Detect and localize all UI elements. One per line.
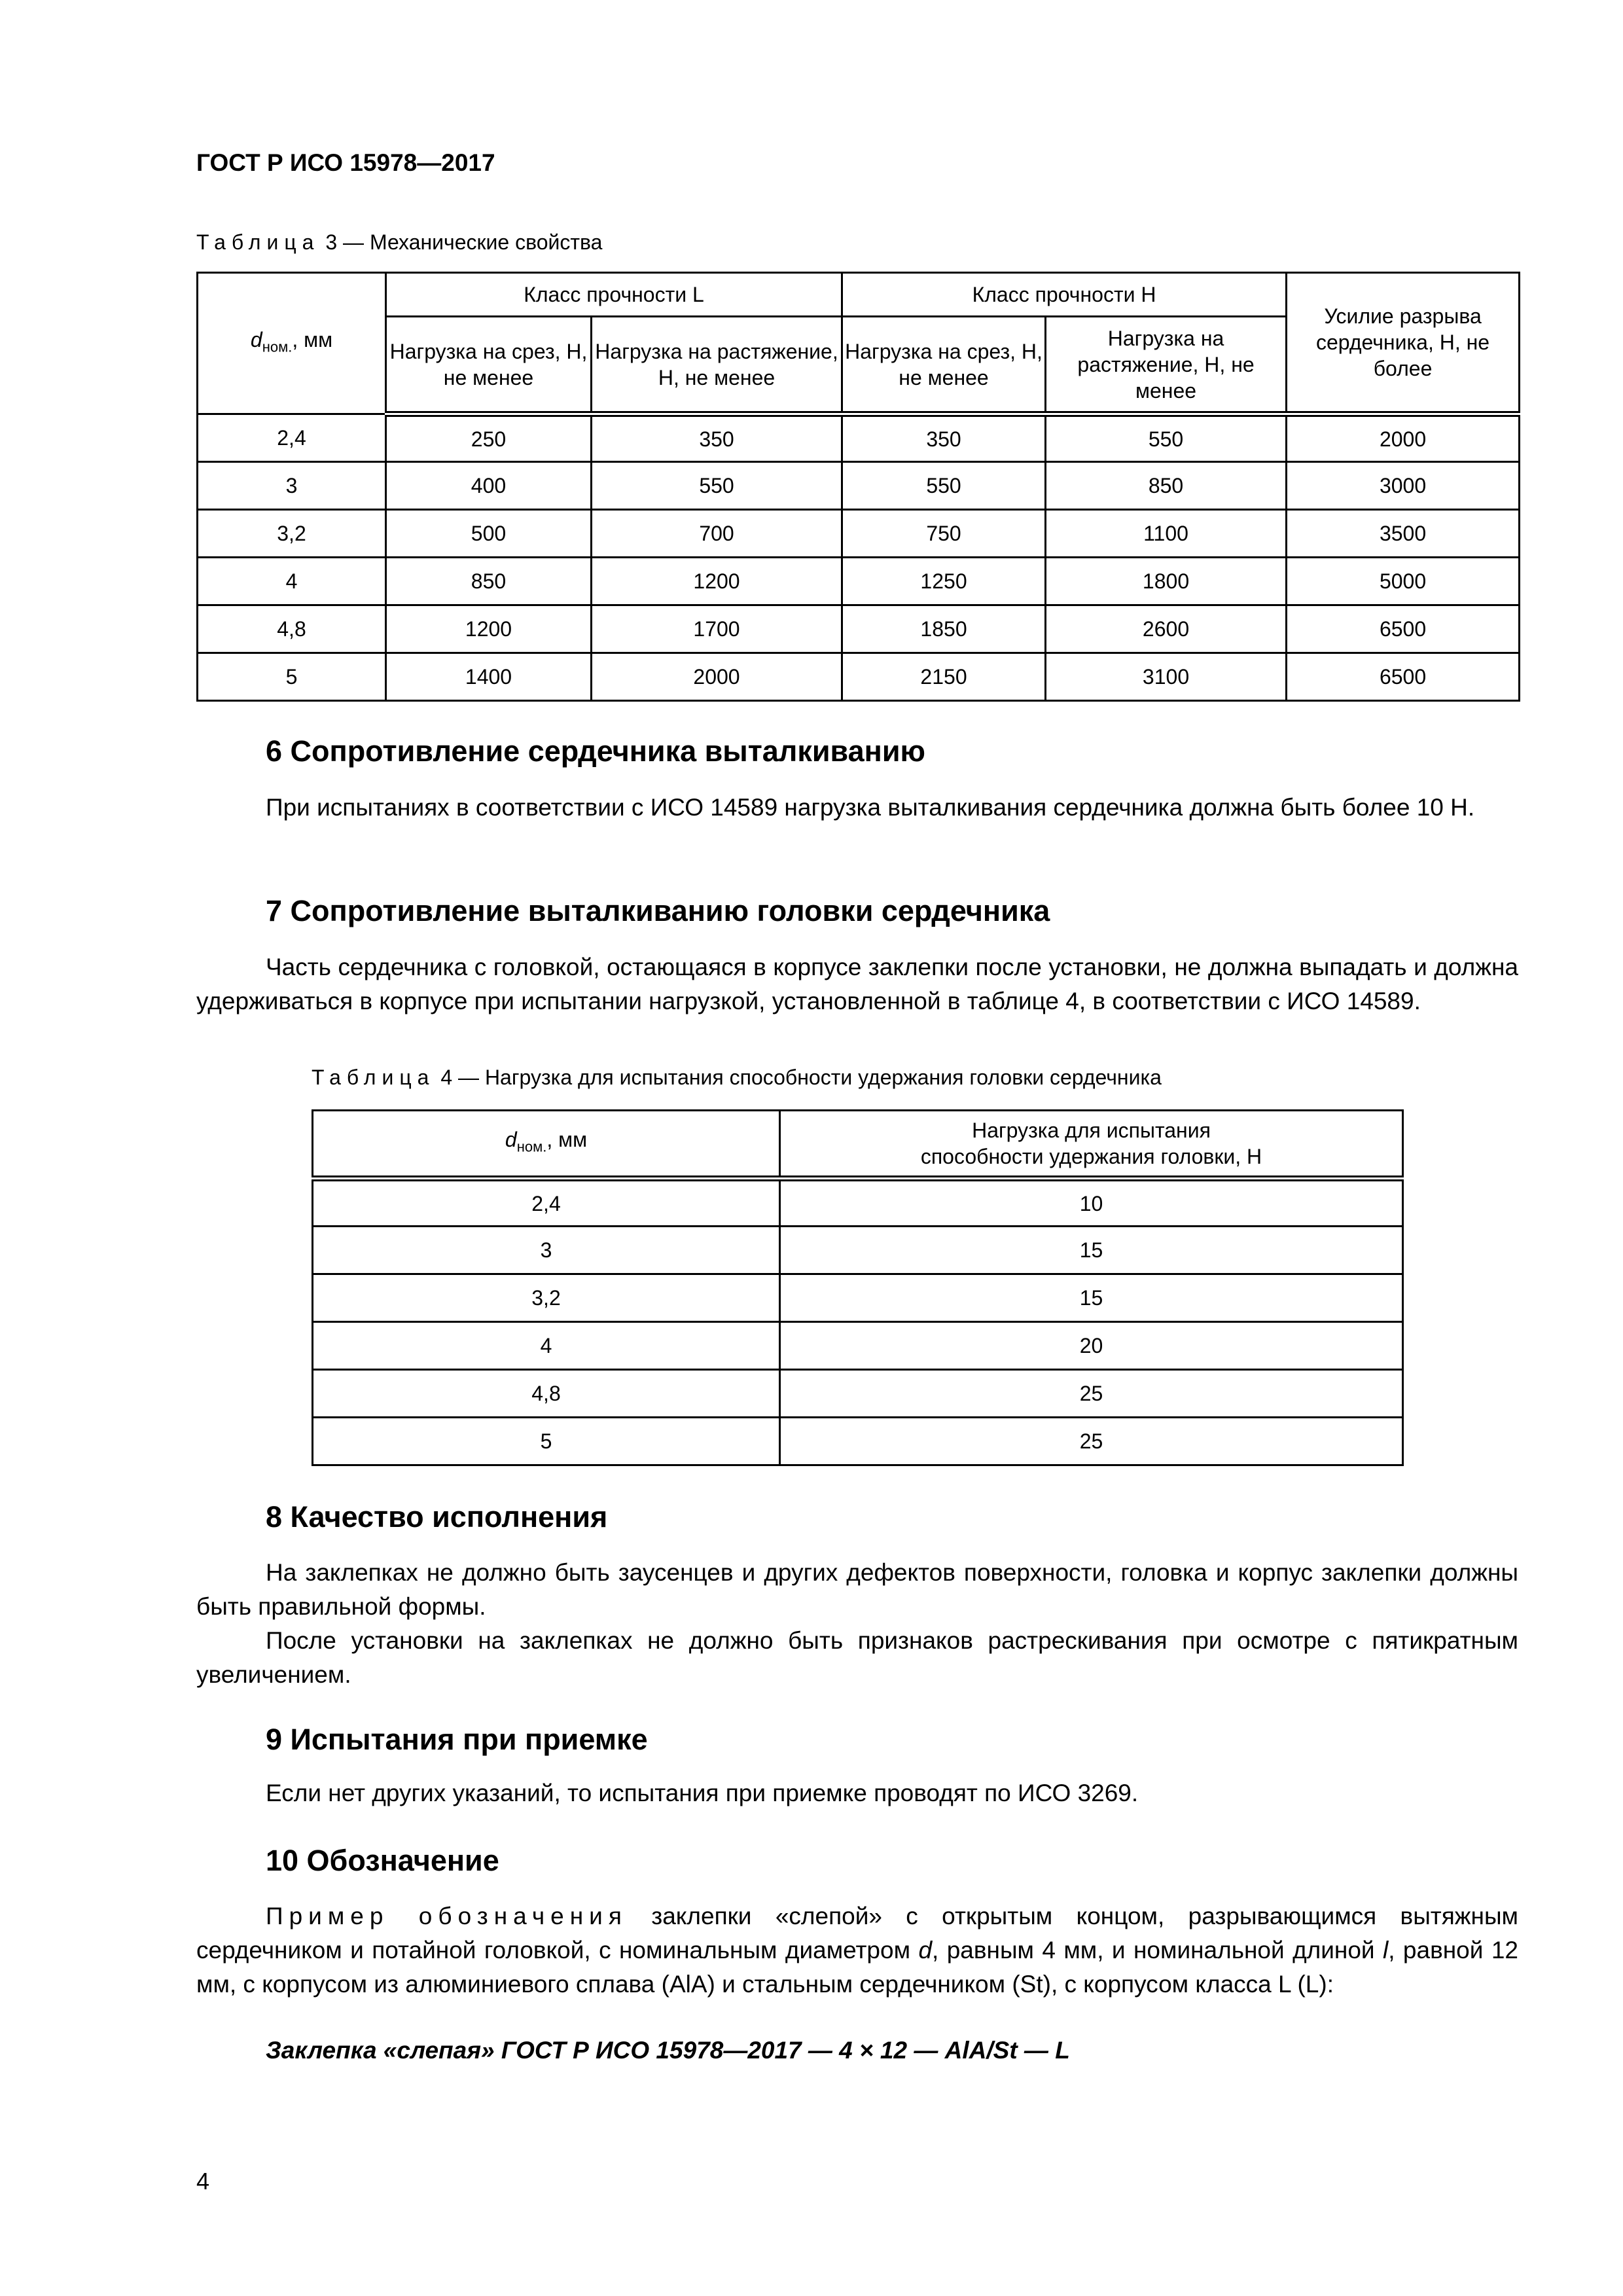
table-cell: 1800 bbox=[1046, 558, 1287, 605]
table-cell: 10 bbox=[780, 1179, 1403, 1227]
caption-text: 3 — Механические свойства bbox=[325, 230, 603, 254]
section8-text bbox=[196, 1556, 1518, 1692]
table-cell: 500 bbox=[386, 510, 592, 558]
table-row bbox=[313, 1227, 1403, 1274]
table-cell: 25 bbox=[780, 1370, 1403, 1418]
table-row bbox=[198, 510, 1520, 558]
table-cell: 4,8 bbox=[313, 1370, 780, 1418]
section10-text: Пример обозначения заклепки «слепой» с открытым концом, разрывающимся вытяжным сердечником и потайной головкой, с номинальным диаметром d, равным 4 мм, и номинальной длиной l, равной 12 мм, с корпусом из алюминиевого сплава (AlA) и стальным сердечником (St), с корпусом класса L (L): bbox=[196, 1903, 1518, 1998]
table3-mechanical-properties bbox=[196, 272, 1520, 702]
designation-example: Заклепка «слепая» ГОСТ Р ИСО 15978—2017 — 4 × 12 — AlA/St — L bbox=[266, 2037, 1070, 2064]
table-cell: 6500 bbox=[1287, 653, 1520, 701]
table-cell: 2150 bbox=[842, 653, 1046, 701]
table-cell: 850 bbox=[1046, 462, 1287, 510]
table-cell: 2,4 bbox=[198, 414, 386, 462]
table-cell: 1200 bbox=[386, 605, 592, 653]
table-cell: 2,4 bbox=[313, 1179, 780, 1227]
section6-heading: 6 Сопротивление сердечника выталкиванию bbox=[266, 734, 925, 768]
col-break-force: Усилие разрыва сердечника, Н, не более bbox=[1287, 273, 1520, 414]
table-cell: 20 bbox=[780, 1322, 1403, 1370]
table-cell: 15 bbox=[780, 1227, 1403, 1274]
table-cell: 350 bbox=[842, 414, 1046, 462]
table-cell: 350 bbox=[592, 414, 842, 462]
table-cell: 550 bbox=[592, 462, 842, 510]
table-cell: 2000 bbox=[592, 653, 842, 701]
table-cell: 3500 bbox=[1287, 510, 1520, 558]
table-cell: 1200 bbox=[592, 558, 842, 605]
table-row bbox=[198, 462, 1520, 510]
example-label: Пример обозначения bbox=[266, 1903, 628, 1929]
table4-head-retention-load bbox=[312, 1109, 1404, 1466]
table-row bbox=[198, 605, 1520, 653]
section7-text: Часть сердечника с головкой, остающаяся в корпусе заклепки после установки, не должна выпадать и должна удерживаться в корпусе при испытании нагрузкой, установленной в таблице 4, в соответствии с ИСО 14589. bbox=[196, 954, 1518, 1014]
table-row bbox=[198, 653, 1520, 701]
section8-heading: 8 Качество исполнения bbox=[266, 1500, 608, 1534]
table-cell: 5000 bbox=[1287, 558, 1520, 605]
table-cell: 4,8 bbox=[198, 605, 386, 653]
table-cell: 5 bbox=[313, 1418, 780, 1465]
table-cell: 3000 bbox=[1287, 462, 1520, 510]
section6-text: При испытаниях в соответствии с ИСО 14589 нагрузка выталкивания сердечника должна быть более 10 Н. bbox=[266, 794, 1475, 821]
table-row bbox=[313, 1274, 1403, 1322]
section8-paragraph-2: После установки на заклепках не должно быть признаков растрескивания при осмотре с пятикратным увеличением. bbox=[196, 1627, 1518, 1688]
table-row bbox=[313, 1179, 1403, 1227]
table-cell: 850 bbox=[386, 558, 592, 605]
table-cell: 1100 bbox=[1046, 510, 1287, 558]
caption-text: 4 — Нагрузка для испытания способности удержания головки сердечника bbox=[440, 1066, 1162, 1089]
col-retention-load: Нагрузка для испытания способности удержания головки, Н bbox=[780, 1111, 1403, 1179]
group-class-L: Класс прочности L bbox=[386, 273, 842, 317]
table-cell: 4 bbox=[198, 558, 386, 605]
table-cell: 3,2 bbox=[198, 510, 386, 558]
table-cell: 3 bbox=[313, 1227, 780, 1274]
table-cell: 1700 bbox=[592, 605, 842, 653]
section7-heading: 7 Сопротивление выталкиванию головки сердечника bbox=[266, 894, 1050, 927]
section10-heading: 10 Обозначение bbox=[266, 1844, 499, 1877]
table-cell: 700 bbox=[592, 510, 842, 558]
table-cell: 4 bbox=[313, 1322, 780, 1370]
document-header: ГОСТ Р ИСО 15978—2017 bbox=[196, 149, 495, 176]
table4-caption bbox=[312, 1066, 1162, 1090]
section9-text: Если нет других указаний, то испытания при приемке проводят по ИСО 3269. bbox=[266, 1780, 1139, 1806]
col-d-nom: $d_{ном.}$, мм bbox=[313, 1111, 780, 1179]
table-row bbox=[198, 414, 1520, 462]
col-L-shear: Нагрузка на срез, Н, не менее bbox=[386, 317, 592, 414]
table-cell: 750 bbox=[842, 510, 1046, 558]
group-class-H: Класс прочности H bbox=[842, 273, 1287, 317]
table-cell: 1250 bbox=[842, 558, 1046, 605]
table-cell: 6500 bbox=[1287, 605, 1520, 653]
table-cell: 15 bbox=[780, 1274, 1403, 1322]
table-cell: 3,2 bbox=[313, 1274, 780, 1322]
page-number: 4 bbox=[196, 2168, 210, 2195]
table-cell: 550 bbox=[1046, 414, 1287, 462]
col-L-tension: Нагрузка на растяжение, Н, не менее bbox=[592, 317, 842, 414]
col-d-nom: $d_{ном.}$, мм bbox=[198, 273, 386, 414]
table-cell: 1400 bbox=[386, 653, 592, 701]
table-row bbox=[313, 1370, 1403, 1418]
table-cell: 400 bbox=[386, 462, 592, 510]
table-row bbox=[313, 1418, 1403, 1465]
table-cell: 3 bbox=[198, 462, 386, 510]
table-cell: 550 bbox=[842, 462, 1046, 510]
table-cell: 5 bbox=[198, 653, 386, 701]
table-cell: 2000 bbox=[1287, 414, 1520, 462]
table-row bbox=[198, 558, 1520, 605]
table-cell: 2600 bbox=[1046, 605, 1287, 653]
table-cell: 3100 bbox=[1046, 653, 1287, 701]
table3-caption bbox=[196, 230, 602, 255]
col-H-shear: Нагрузка на срез, Н, не менее bbox=[842, 317, 1046, 414]
table-row bbox=[313, 1322, 1403, 1370]
caption-prefix: Таблица bbox=[312, 1066, 435, 1089]
table-cell: 1850 bbox=[842, 605, 1046, 653]
caption-prefix: Таблица bbox=[196, 230, 320, 254]
table-cell: 25 bbox=[780, 1418, 1403, 1465]
col-H-tension: Нагрузка на растяжение, Н, не менее bbox=[1046, 317, 1287, 414]
table-cell: 250 bbox=[386, 414, 592, 462]
section9-heading: 9 Испытания при приемке bbox=[266, 1723, 648, 1756]
section8-paragraph-1: На заклепках не должно быть заусенцев и других дефектов поверхности, головка и корпус заклепки должны быть правильной формы. bbox=[196, 1559, 1518, 1620]
